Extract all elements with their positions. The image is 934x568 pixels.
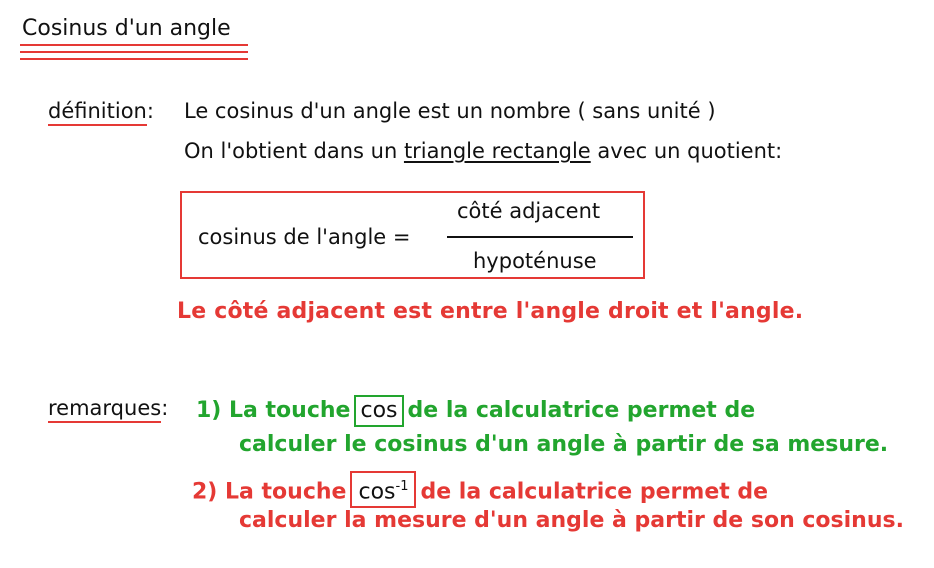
- remark-1-line-1: [196, 395, 755, 427]
- page-title: Cosinus d'un angle: [22, 16, 231, 41]
- definition-line-2-pre: On l'obtient dans un: [184, 139, 404, 163]
- definition-colon: :: [146, 99, 154, 123]
- fraction-bar: [447, 236, 633, 238]
- definition-line-1: Le cosinus d'un angle est un nombre ( sans unité ): [184, 99, 716, 123]
- definition-label: [48, 99, 154, 123]
- remark-1-line-2: calculer le cosinus d'un angle à partir de sa mesure.: [239, 432, 889, 457]
- triangle-rectangle-term: triangle rectangle: [403, 139, 591, 163]
- formula-denominator: hypoténuse: [473, 249, 597, 273]
- remark-1-pre: 1) La touche: [196, 398, 351, 423]
- definition-word: définition: [48, 99, 147, 126]
- arccos-key: [350, 471, 416, 508]
- formula-lhs: cosinus de l'angle =: [198, 225, 411, 249]
- arccos-key-exponent: -1: [395, 479, 409, 494]
- definition-line-2-post: avec un quotient:: [590, 139, 783, 163]
- definition-line-2: [184, 139, 782, 163]
- remarks-colon: :: [161, 396, 169, 420]
- adjacent-side-note: Le côté adjacent est entre l'angle droit et l'angle.: [177, 299, 804, 324]
- remarks-word: remarques: [48, 396, 161, 423]
- formula-numerator: côté adjacent: [457, 199, 601, 223]
- title-underline: [20, 44, 248, 65]
- remark-2-post: de la calculatrice permet de: [420, 479, 769, 505]
- remark-2-line-2: calculer la mesure d'un angle à partir de son cosinus.: [239, 508, 904, 533]
- remark-2-line-1: [192, 471, 768, 508]
- remark-1-post: de la calculatrice permet de: [407, 398, 756, 423]
- remarks-label: [48, 396, 168, 420]
- arccos-key-label: cos: [358, 479, 396, 505]
- cos-key: cos: [354, 395, 403, 427]
- remark-2-pre: 2) La touche: [192, 479, 347, 505]
